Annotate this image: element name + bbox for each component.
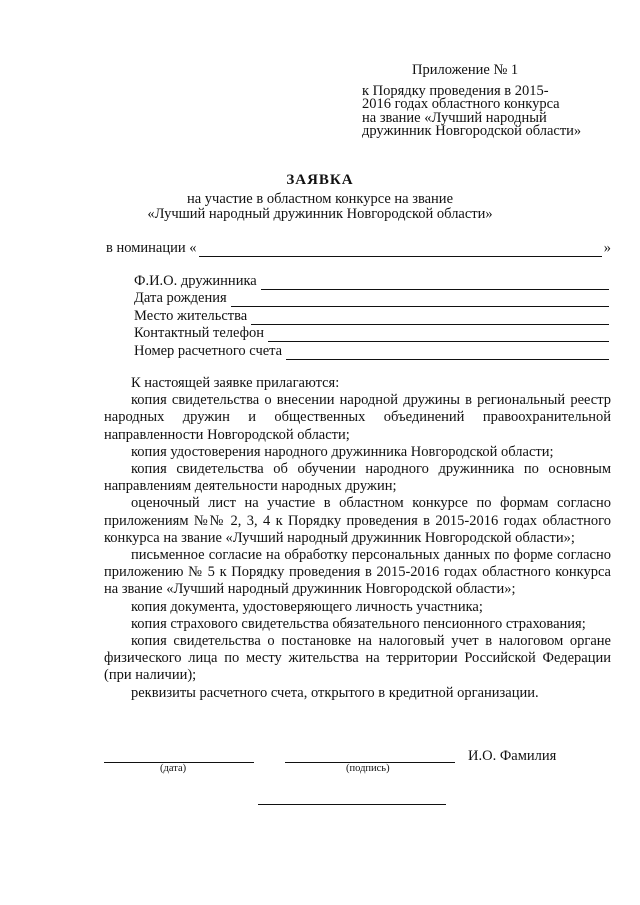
- appendix-line: 2016 годах областного конкурса: [362, 96, 560, 112]
- document-subtitle-1: на участие в областном конкурсе на звание: [186, 191, 454, 207]
- attachment-item: реквизиты расчетного счета, открытого в кредитной организации.: [131, 684, 539, 701]
- field-blank[interactable]: [251, 311, 609, 325]
- signatory-name: И.О. Фамилия: [468, 748, 557, 764]
- attachment-item: письменное согласие на обработку персональных данных по форме согласно приложению № 5 к Порядку проведения в 2015-2016 годах областного конкурса на звание «Лучший народный дружинник Новгородской области»;: [104, 547, 611, 598]
- attachments-intro: К настоящей заявке прилагаются:: [131, 375, 340, 391]
- nomination-suffix: »: [603, 240, 611, 256]
- attachment-item: копия страхового свидетельства обязательного пенсионного страхования;: [131, 615, 586, 632]
- attachment-item: копия документа, удостоверяющего личность участника;: [131, 598, 483, 615]
- bottom-rule: [258, 804, 446, 805]
- field-phone: [134, 325, 609, 343]
- field-birth-date: [134, 290, 609, 308]
- appendix-line: дружинник Новгородской области»: [362, 123, 582, 139]
- field-blank[interactable]: [286, 346, 609, 360]
- appendix-line: к Порядку проведения в 2015-: [362, 82, 549, 99]
- field-blank[interactable]: [231, 293, 609, 307]
- field-label: Дата рождения: [134, 290, 227, 306]
- participant-fields: [134, 272, 609, 360]
- signature-caption: (подпись): [346, 763, 390, 774]
- field-blank[interactable]: [268, 328, 609, 342]
- nomination-blank[interactable]: [199, 242, 602, 257]
- appendix-title: Приложение № 1: [412, 62, 519, 78]
- attachment-item: копия удостоверения народного дружинника Новгородской области;: [131, 443, 554, 460]
- field-label: Номер расчетного счета: [134, 342, 283, 359]
- field-label: Контактный телефон: [134, 325, 265, 341]
- appendix-header: [362, 64, 592, 139]
- field-blank[interactable]: [261, 276, 609, 290]
- field-residence: [134, 307, 609, 325]
- field-label: Ф.И.О. дружинника: [134, 272, 257, 289]
- date-caption: (дата): [160, 763, 187, 774]
- document-subtitle-2: «Лучший народный дружинник Новгородской области»: [147, 206, 493, 222]
- attachment-item: копия свидетельства о внесении народной дружины в региональный реестр народных дружин и общественных объединений правоохранительной направленности Новгородской области;: [104, 392, 611, 443]
- appendix-line: на звание «Лучший народный: [362, 109, 547, 126]
- nomination-row: [106, 240, 611, 257]
- attachment-item: копия свидетельства об обучении народного дружинника по основным направлениям деятельности народных дружин;: [104, 461, 611, 495]
- attachment-item: оценочный лист на участие в областном конкурсе по формам согласно приложениям №№ 2, 3, 4 к Порядку проведения в 2015-2016 годах областного конкурса на звание «Лучший народный дружинник Новгородской области»;: [104, 495, 611, 546]
- document-title: ЗАЯВКА: [286, 172, 354, 188]
- field-account-number: [134, 342, 609, 360]
- attachment-item: копия свидетельства о постановке на налоговый учет в налоговом органе физического лица по месту жительства на территории Российской Федерации (при наличии);: [104, 633, 611, 684]
- field-label: Место жительства: [134, 307, 248, 324]
- field-full-name: [134, 272, 609, 290]
- attachments-list: [104, 375, 611, 702]
- nomination-prefix: в номинации «: [106, 240, 197, 256]
